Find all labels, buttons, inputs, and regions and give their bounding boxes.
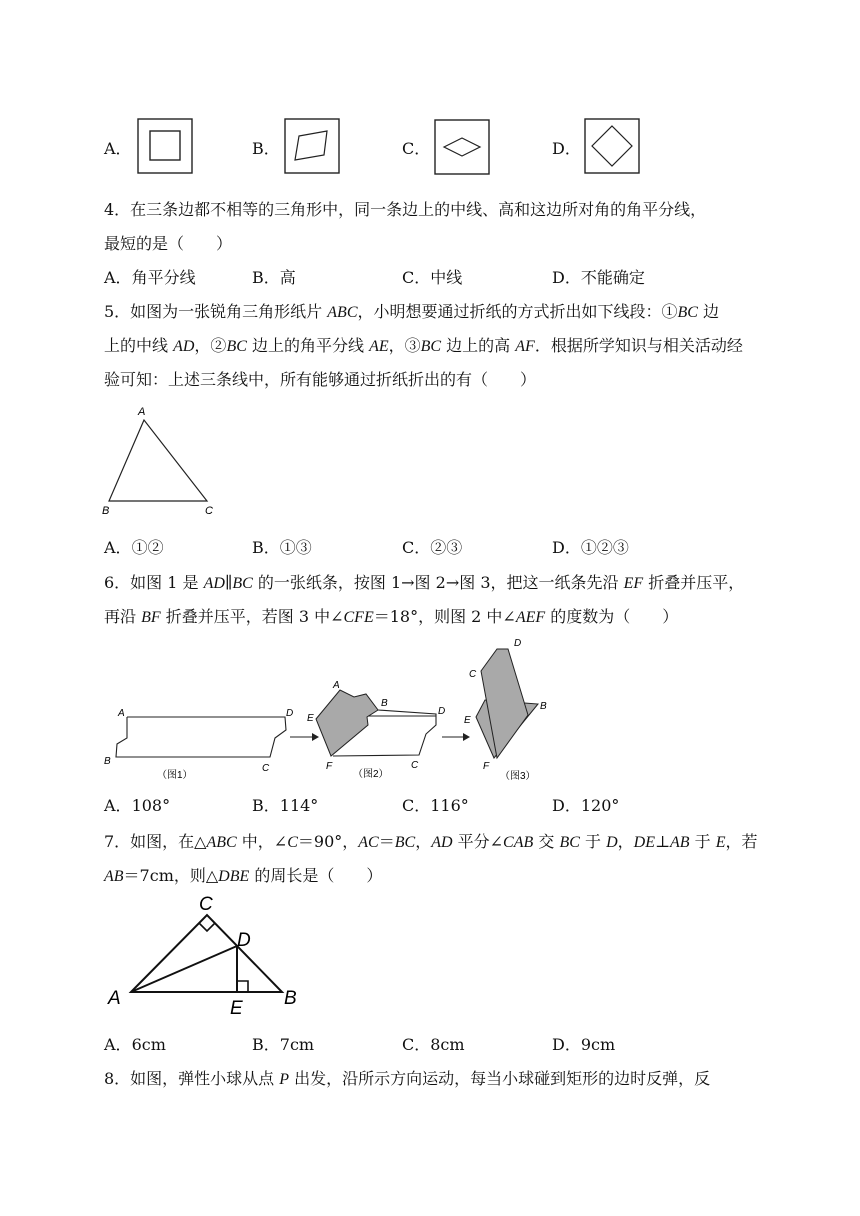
q7-label-a: A [108,988,121,1009]
q6-fig1-label-d: D [286,708,294,719]
q5-option-d: D．①②③ [552,538,629,557]
q4-stem-line2: 最短的是（ ） [104,234,233,253]
q4-option-b: B．高 [252,268,296,287]
q6-fig1-label-c: C [262,763,270,774]
q7-stem-line2: AB＝7cm，则△DBE 的周长是（ ） [104,866,383,885]
q3-figure-b [284,118,340,174]
q7-stem-line1: 7．如图，在△ABC 中，∠C＝90°，AC＝BC，AD 平分∠CAB 交 BC 于 D，DE⊥AB 于 E，若 [104,832,758,851]
q5-stem-line1: 5．如图为一张锐角三角形纸片 ABC，小明想要通过折纸的方式折出如下线段：①BC 边 [104,302,720,321]
arrow-icon [290,733,319,741]
q7-label-b: B [284,988,297,1009]
q5-option-c: C．②③ [402,538,463,557]
q6-fig2-caption: （图2） [353,769,389,780]
q3-figure-d [584,118,640,174]
arrow-icon [442,733,470,741]
q6-fig1-caption: （图1） [157,770,193,781]
q6-fig1-label-b: B [104,756,111,767]
q8-stem-line1: 8．如图，弹性小球从点 P 出发，沿所示方向运动，每当小球碰到矩形的边时反弹，反 [104,1069,711,1088]
q7-triangle-figure [100,890,320,1025]
q6-fig2-label-b: B [381,698,388,709]
q5-label-c: C [205,505,213,517]
q5-stem-line3: 验可知：上述三条线中，所有能够通过折纸折出的有（ ） [104,370,537,389]
option-c-letter: C． [402,139,431,158]
q6-option-d: D．120° [552,796,620,815]
q5-label-a: A [138,406,146,418]
q6-fig2-label-c: C [411,760,419,771]
q6-option-b: B．114° [252,796,319,815]
q6-fig3-label-d: D [514,638,522,649]
q3-figure-c [434,119,490,175]
q6-fig2-label-d: D [438,706,446,717]
option-a-letter: A． [104,139,132,158]
q7-label-c: C [199,894,213,915]
q6-figure-2 [307,680,445,780]
q7-label-e: E [230,998,243,1019]
q6-fig3-label-c: C [469,669,477,680]
q4-option-c: C．中线 [402,268,463,287]
q6-fig3-caption: （图3） [500,771,536,782]
q6-fig3-label-f: F [483,761,490,772]
q5-option-b: B．①③ [252,538,312,557]
option-d-letter: D． [552,139,581,158]
q4-option-d: D．不能确定 [552,268,645,287]
q5-option-a: A．①② [104,538,164,557]
q6-figures [100,630,560,790]
q6-fig2-label-f: F [326,761,333,772]
q7-label-d: D [237,930,251,951]
q3-figure-a [137,118,193,174]
q6-fig1-label-a: A [118,708,125,719]
q6-stem-line1: 6．如图 1 是 AD∥BC 的一张纸条，按图 1→图 2→图 3，把这一纸条先沿 EF 折叠并压平， [104,573,745,592]
q6-fig3-label-e: E [464,715,471,726]
q6-figure-3 [464,638,547,782]
q6-option-a: A．108° [104,796,171,815]
q6-fig2-label-e: E [307,713,314,724]
q5-triangle-figure [100,403,230,518]
q4-stem-line1: 4．在三条边都不相等的三角形中，同一条边上的中线、高和这边所对角的角平分线， [104,200,707,219]
q7-option-d: D．9cm [552,1035,616,1054]
q6-figure-1 [104,708,293,781]
q4-option-a: A．角平分线 [104,268,196,287]
q5-label-b: B [102,505,110,517]
q6-option-c: C．116° [402,796,469,815]
q6-fig2-label-a: A [333,680,340,691]
q7-option-b: B．7cm [252,1035,315,1054]
option-b-letter: B． [252,139,280,158]
q5-stem-line2: 上的中线 AD，②BC 边上的角平分线 AE，③BC 边上的高 AF．根据所学知识与相关活动经 [104,336,743,355]
q7-option-a: A．6cm [104,1035,166,1054]
q7-option-c: C．8cm [402,1035,465,1054]
q6-stem-line2: 再沿 BF 折叠并压平，若图 3 中∠CFE＝18°，则图 2 中∠AEF 的度数为（ ） [104,607,679,626]
q6-fig3-label-b: B [540,701,547,712]
